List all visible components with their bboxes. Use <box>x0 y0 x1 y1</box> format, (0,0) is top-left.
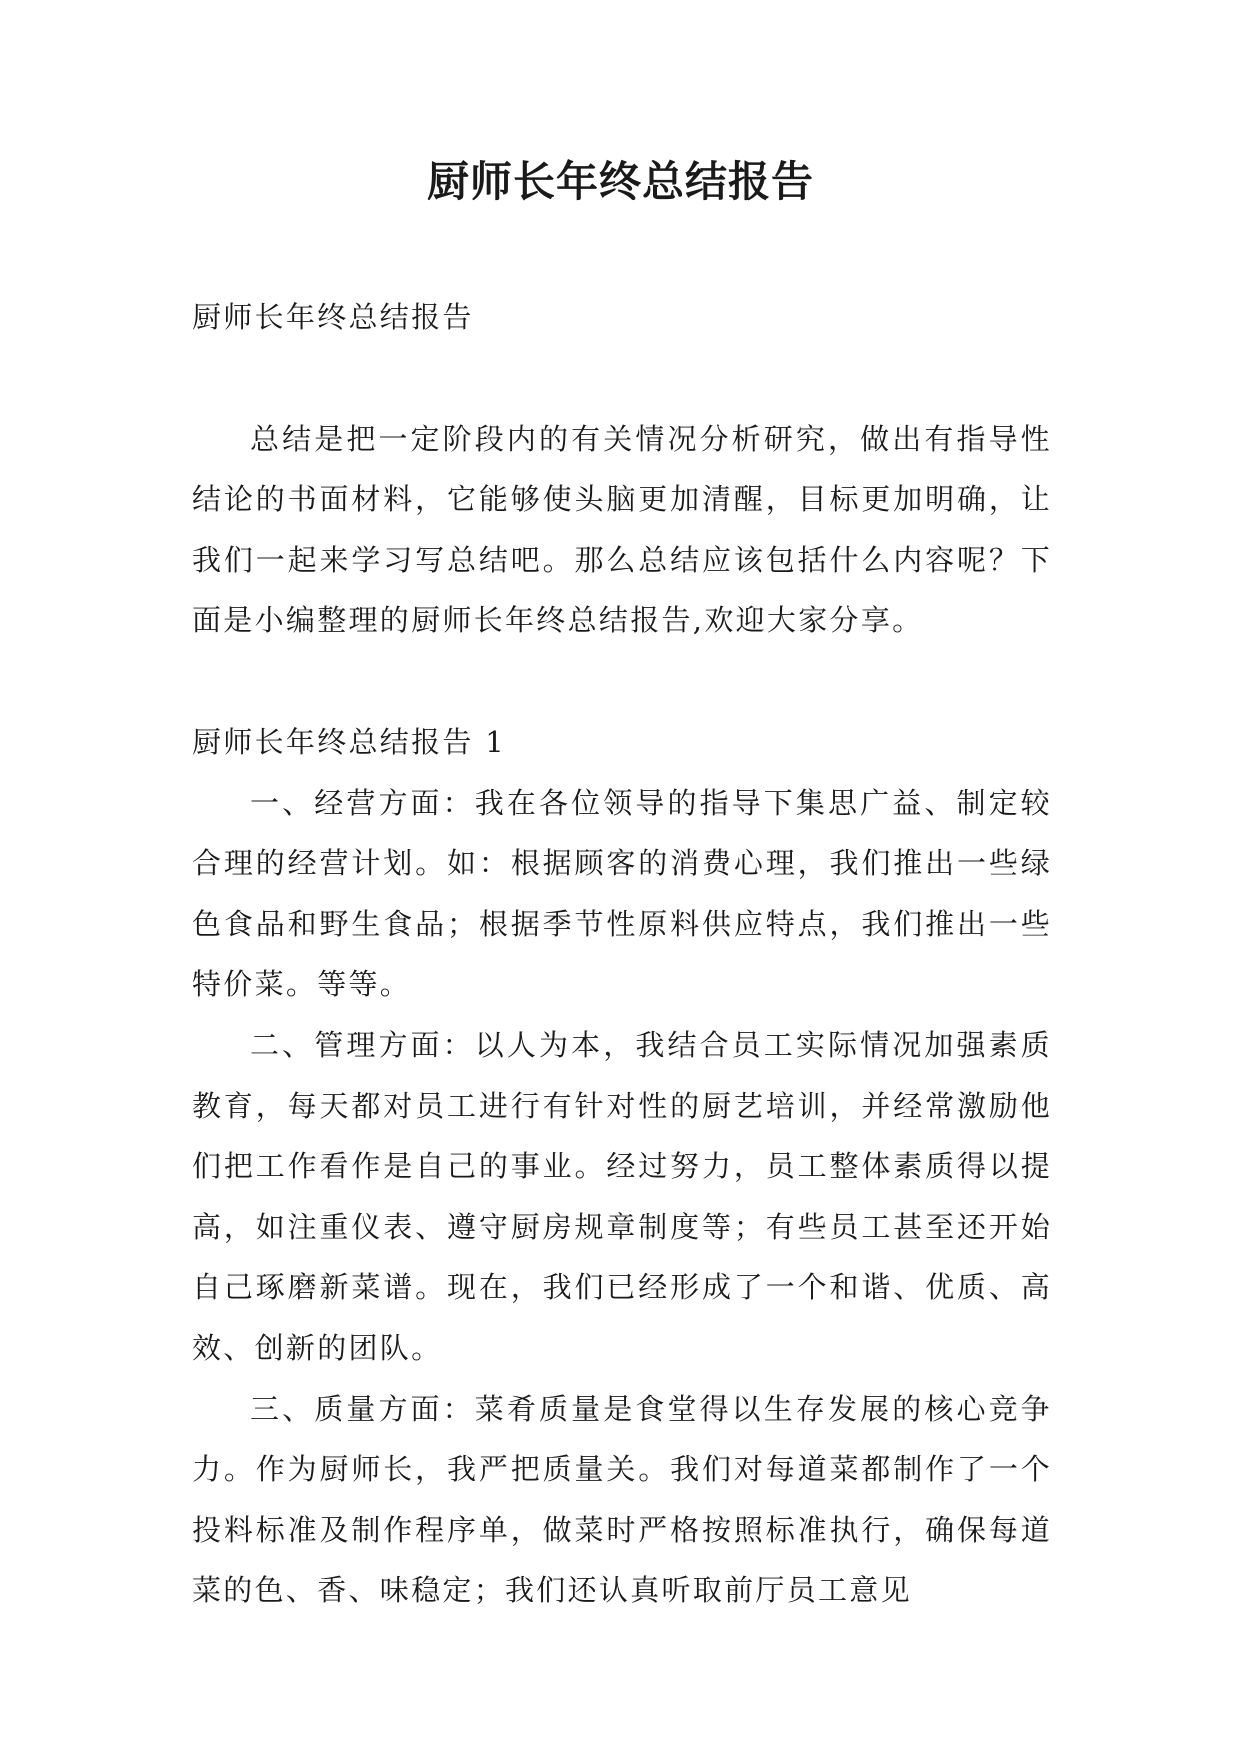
document-title: 厨师长年终总结报告 <box>426 157 814 206</box>
section-paragraph-1: 一、经营方面：我在各位领导的指导下集思广益、制定较合理的经营计划。如：根据顾客的消费心理，我们推出一些绿色食品和野生食品；根据季节性原料供应特点，我们推出一些特价菜。等等。 <box>192 785 1052 1002</box>
document-subtitle: 厨师长年终总结报告 <box>192 300 474 334</box>
section-heading: 厨师长年终总结报告 1 <box>192 724 506 759</box>
document-body <box>192 287 1052 1621</box>
paragraph-spacer <box>192 651 1052 712</box>
section-paragraph-2: 二、管理方面：以人为本，我结合员工实际情况加强素质教育，每天都对员工进行有针对性的厨艺培训，并经常激励他们把工作看作是自己的事业。经过努力，员工整体素质得以提高，如注重仪表、遵守厨房规章制度等；有些员工甚至还开始自己琢磨新菜谱。现在，我们已经形成了一个和谐、优质、高效、创新的团队。 <box>192 1027 1052 1365</box>
paragraph-spacer <box>192 348 1052 409</box>
section-paragraph-3: 三、质量方面：菜肴质量是食堂得以生存发展的核心竞争力。作为厨师长，我严把质量关。我们对每道菜都制作了一个投料标准及制作程序单，做菜时严格按照标准执行，确保每道菜的色、香、味稳定；我们还认真听取前厅员工意见 <box>192 1391 1052 1608</box>
intro-paragraph: 总结是把一定阶段内的有关情况分析研究，做出有指导性结论的书面材料，它能够使头脑更加清醒，目标更加明确，让我们一起来学习写总结吧。那么总结应该包括什么内容呢？下面是小编整理的厨师长年终总结报告,欢迎大家分享。 <box>192 421 1052 638</box>
